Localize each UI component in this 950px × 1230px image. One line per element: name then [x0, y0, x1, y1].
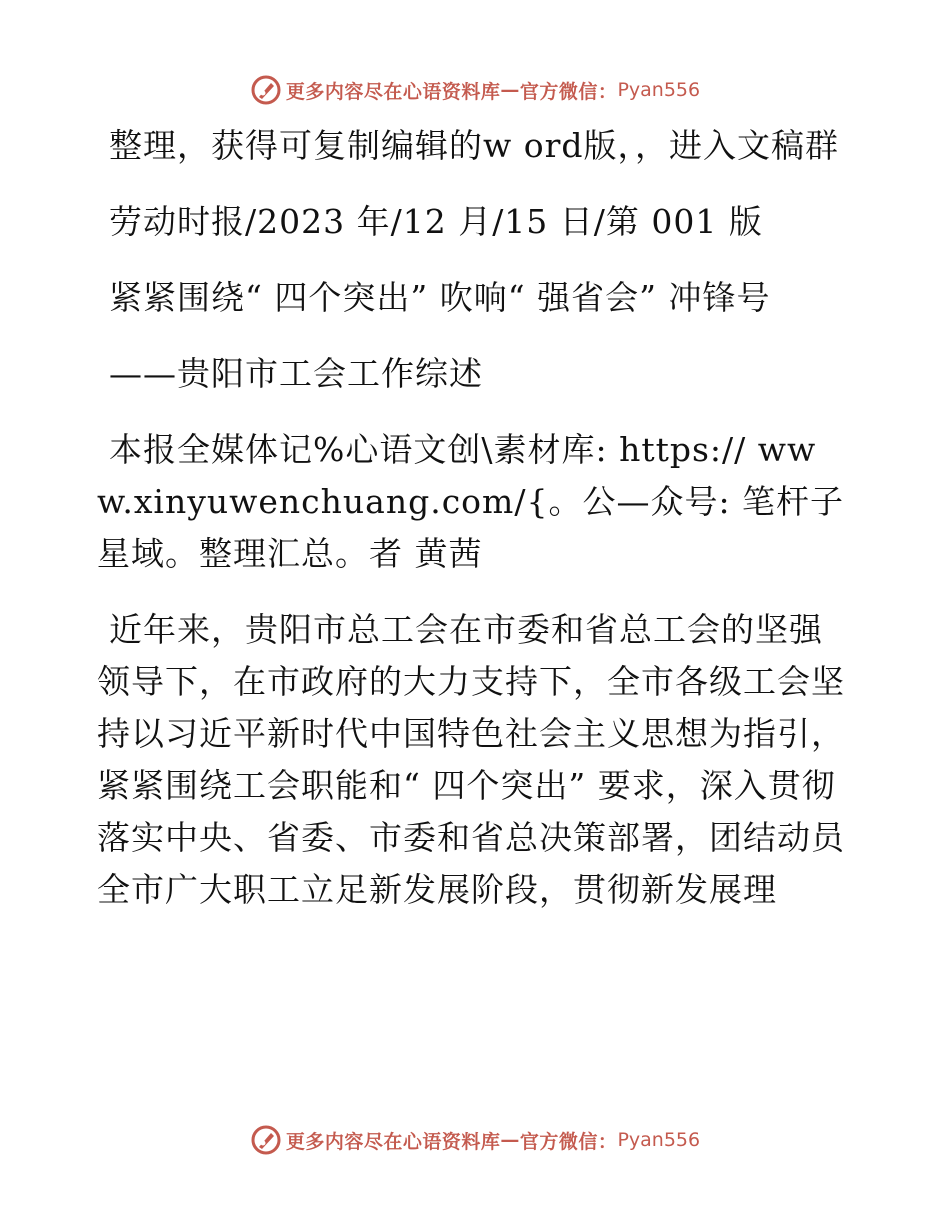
header-banner-dash: — [500, 79, 520, 101]
paragraph-headline: 紧紧围绕“ 四个突出” 吹响“ 强省会” 冲锋号 [109, 278, 771, 317]
quill-circle-logo-icon [250, 74, 282, 106]
footer-banner-wechat-label: 官方微信： [519, 1130, 618, 1153]
quill-circle-logo-icon [250, 1124, 282, 1156]
footer-watermark-banner [0, 1120, 950, 1160]
header-banner-wechat-id: Pyan556 [617, 79, 701, 101]
footer-banner-text: 更多内容尽在心语资料库 [285, 1130, 501, 1153]
header-banner-text: 更多内容尽在心语资料库 [285, 80, 501, 103]
footer-banner-dash: — [500, 1129, 520, 1151]
footer-banner-wechat-id: Pyan556 [617, 1129, 701, 1151]
paragraph-source-line: 劳动时报/2023 年/12 月/15 日/第 001 版 [109, 202, 763, 241]
document-body [97, 120, 849, 940]
paragraph-byline: 本报全媒体记%心语文创\素材库: https:// www.xinyuwenchuang.com/{。公—众号: 笔杆子星域。整理汇总。者 黄茜 [97, 430, 845, 573]
header-watermark-banner [0, 70, 950, 110]
paragraph-body: 近年来，贵阳市总工会在市委和省总工会的坚强领导下，在市政府的大力支持下，全市各级工会坚持以习近平新时代中国特色社会主义思想为指引，紧紧围绕工会职能和“ 四个突出” 要求，深入贯彻落实中央、省委、市委和省总决策部署，团结动员全市广大职工立足新发展阶段，贯彻新发展理 [97, 610, 845, 909]
paragraph-subheadline: ——贵阳市工会工作综述 [109, 354, 483, 393]
header-banner-wechat-label: 官方微信： [519, 80, 618, 103]
paragraph-intro: 整理，获得可复制编辑的w ord版，，进入文稿群 [109, 126, 840, 165]
